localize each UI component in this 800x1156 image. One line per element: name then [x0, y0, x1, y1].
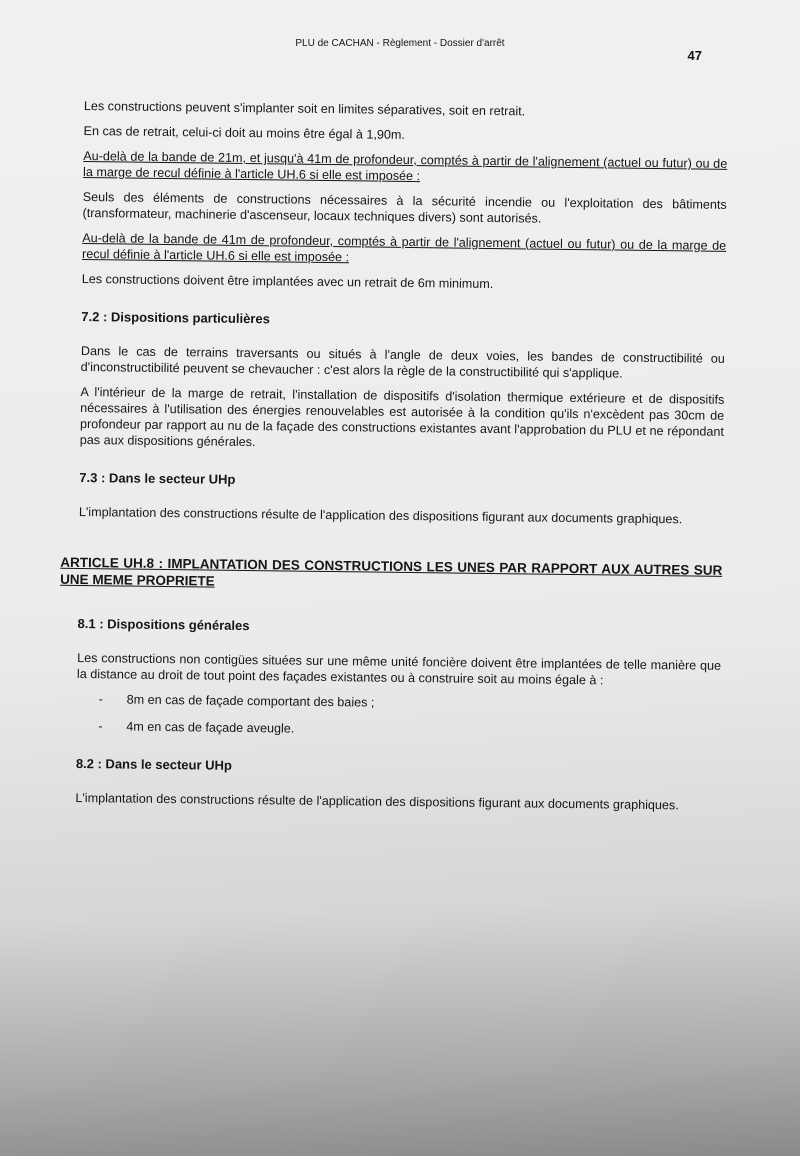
bullet-list — [76, 691, 720, 742]
paragraph: En cas de retrait, celui-ci doit au moins être égal à 1,90m. — [83, 123, 405, 142]
paragraph: L'implantation des constructions résulte de l'application des dispositions figurant aux documents graphiques. — [75, 790, 679, 813]
page-header: PLU de CACHAN - Règlement - Dossier d'arrêt — [295, 38, 505, 49]
section-title-8-2: 8.2 : Dans le secteur UHp — [75, 755, 233, 773]
dash-bullet: - — [98, 719, 103, 734]
paragraph: Les constructions peuvent s'implanter soit en limites séparatives, soit en retrait. — [83, 98, 526, 119]
list-item — [77, 691, 721, 715]
article-title-uh8: ARTICLE UH.8 : IMPLANTATION DES CONSTRUCTIONS LES UNES PAR RAPPORT AUX AUTRES SUR UNE MEME PROPRIETE — [60, 554, 723, 589]
underlined-rule-heading: Au-delà de la bande de 21m, et jusqu'à 41m de profondeur, comptés à partir de l'alignement (actuel ou futur) ou de la marge de recul définie à l'article UH.6 si elle est imposée : — [83, 148, 728, 184]
list-item — [76, 718, 720, 742]
paragraph: Dans le cas de terrains traversants ou situés à l'angle de deux voies, les bandes de constructibilité ou d'inconstructibilité peuvent se chevaucher : c'est alors la règle de la constructibilité qui s'applique. — [80, 343, 725, 381]
page-content — [60, 98, 728, 823]
dash-bullet: - — [98, 692, 103, 707]
paragraph: Les constructions doivent être implantées avec un retrait de 6m minimum. — [81, 271, 494, 292]
paragraph: L'implantation des constructions résulte de l'application des dispositions figurant aux documents graphiques. — [78, 504, 683, 527]
page-number: 47 — [687, 48, 702, 63]
list-item-text: 4m en cas de façade aveugle. — [126, 719, 295, 736]
underlined-rule-heading: Au-delà de la bande de 41m de profondeur, comptés à partir de l'alignement (actuel ou futur) ou de la marge de recul définie à l'article UH.6 si elle est imposée : — [82, 230, 727, 265]
paragraph: Seuls des éléments de constructions nécessaires à la sécurité incendie ou l'exploitation des bâtiments (transformateur, machinerie d'ascenseur, locaux techniques divers) sont autorisés. — [82, 189, 727, 226]
section-title-8-1: 8.1 : Dispositions générales — [77, 615, 250, 634]
paragraph: A l'intérieur de la marge de retrait, l'installation de dispositifs d'isolation thermique extérieure et de dispositifs nécessaires à l'utilisation des énergies renouvelables est autorisée à la condition qu'ils n'excèdent pas 30cm de profondeur par rapport au nu de la façade des constructions existantes avant l'approbation du PLU et ne répondant pas aux dispositions générales. — [79, 384, 725, 450]
list-item-text: 8m en cas de façade comportant des baies ; — [126, 692, 375, 710]
section-title-7-3: 7.3 : Dans le secteur UHp — [79, 469, 236, 487]
section-title-7-2: 7.2 : Dispositions particulières — [81, 308, 270, 327]
paragraph: Les constructions non contigües situées sur une même unité foncière doivent être implantées de telle manière que la distance au droit de tout point des façades existantes ou à construire soit au moins égale à : — [76, 650, 722, 688]
